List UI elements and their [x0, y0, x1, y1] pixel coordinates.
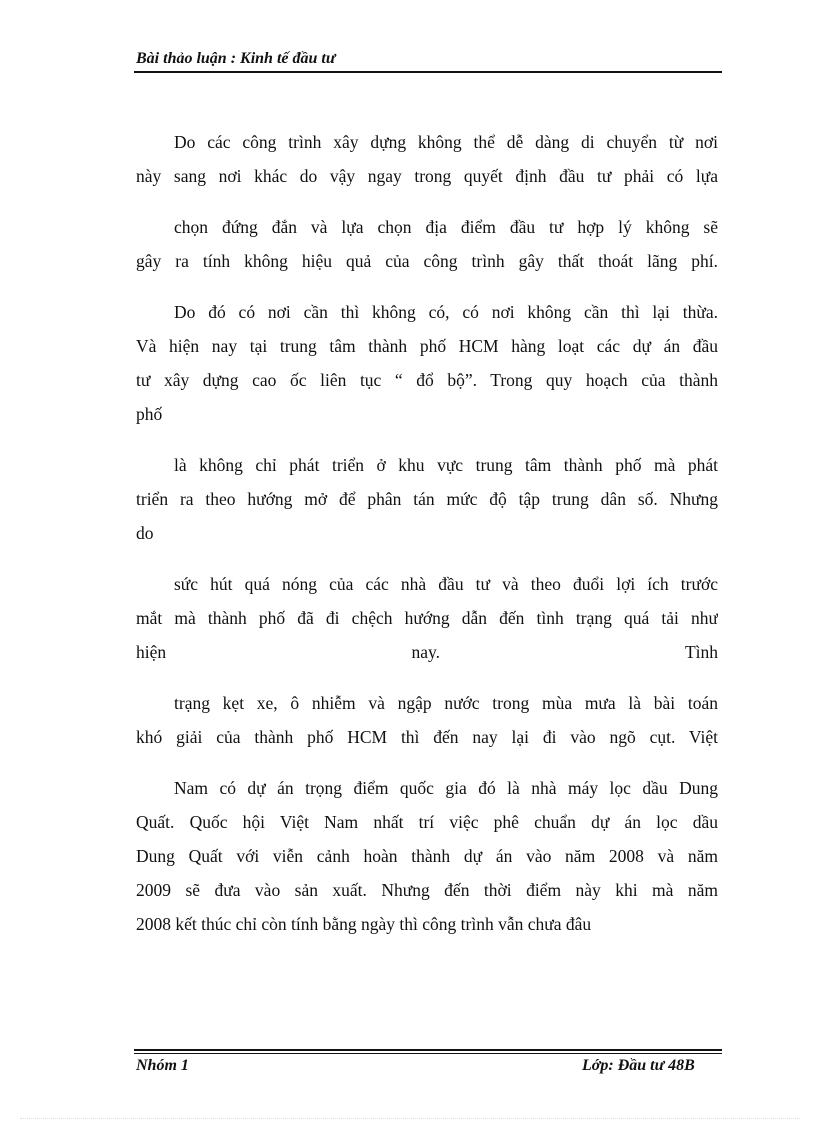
text-line: Nam có dự án trọng điểm quốc gia đó là nhà máy lọc dầu Dung	[174, 778, 718, 798]
text-line: trạng kẹt xe, ô nhiễm và ngập nước trong mùa mưa là bài toán	[174, 693, 718, 713]
footer-rule-thin	[134, 1053, 722, 1054]
text-line: 2009 sẽ đưa vào sản xuất. Nhưng đến thời điểm này khi mà năm	[136, 880, 718, 900]
text-line: triển ra theo hướng mở để phân tán mức độ tập trung dân số. Nhưng	[136, 489, 718, 509]
text-line: sức hút quá nóng của các nhà đầu tư và theo đuổi lợi ích trước	[174, 574, 718, 594]
text-line: 2008 kết thúc chỉ còn tính bằng ngày thì công trình vẫn chưa đâu	[136, 914, 592, 934]
header-rule	[134, 71, 722, 73]
text-line: khó giải của thành phố HCM thì đến nay lại đi vào ngõ cụt. Việt	[136, 727, 718, 747]
paragraph-gap	[136, 552, 718, 569]
paragraph-gap	[136, 756, 718, 773]
paragraph-gap	[136, 671, 718, 688]
page-header	[134, 50, 722, 72]
text-line: tư xây dựng cao ốc liên tục “ đổ bộ”. Trong quy hoạch của thành	[136, 370, 718, 390]
text-line: Do các công trình xây dựng không thể dễ dàng di chuyển từ nơi	[174, 132, 718, 152]
header-title: Bài thảo luận : Kinh tế đầu tư	[136, 50, 336, 67]
text-line: là không chỉ phát triển ở khu vực trung tâm thành phố mà phát	[174, 455, 718, 475]
text-line: Do đó có nơi cần thì không có, có nơi không cần thì lại thừa.	[174, 302, 718, 322]
text-line: mắt mà thành phố đã đi chệch hướng dẫn đến tình trạng quá tải như	[136, 608, 718, 628]
paragraph-gap	[136, 195, 718, 212]
paragraph-gap	[136, 280, 718, 297]
text-line: Quất. Quốc hội Việt Nam nhất trí việc phê chuẩn dự án lọc dầu	[136, 812, 718, 832]
text-line: do	[136, 523, 154, 543]
text-line: này sang nơi khác do vậy ngay trong quyết định đầu tư phải có lựa	[136, 166, 718, 186]
paragraph-gap	[136, 433, 718, 450]
footer-group-label: Nhóm 1	[136, 1057, 189, 1074]
text-line: Dung Quất với viễn cảnh hoàn thành dự án vào năm 2008 và năm	[136, 846, 718, 866]
text-line: phố	[136, 404, 163, 424]
text-line: chọn đứng đắn và lựa chọn địa điểm đầu tư hợp lý không sẽ	[174, 217, 718, 237]
footer-rule	[134, 1049, 722, 1051]
text-line: gây ra tính không hiệu quả của công trình gây thất thoát lãng phí.	[136, 251, 718, 271]
text-line: Và hiện nay tại trung tâm thành phố HCM hàng loạt các dự án đầu	[136, 336, 718, 356]
body-text	[136, 127, 718, 943]
text-line: hiện nay. Tình	[136, 642, 718, 662]
footer-class-label: Lớp: Đầu tư 48B	[582, 1057, 695, 1074]
page-edge-divider	[20, 1118, 800, 1119]
